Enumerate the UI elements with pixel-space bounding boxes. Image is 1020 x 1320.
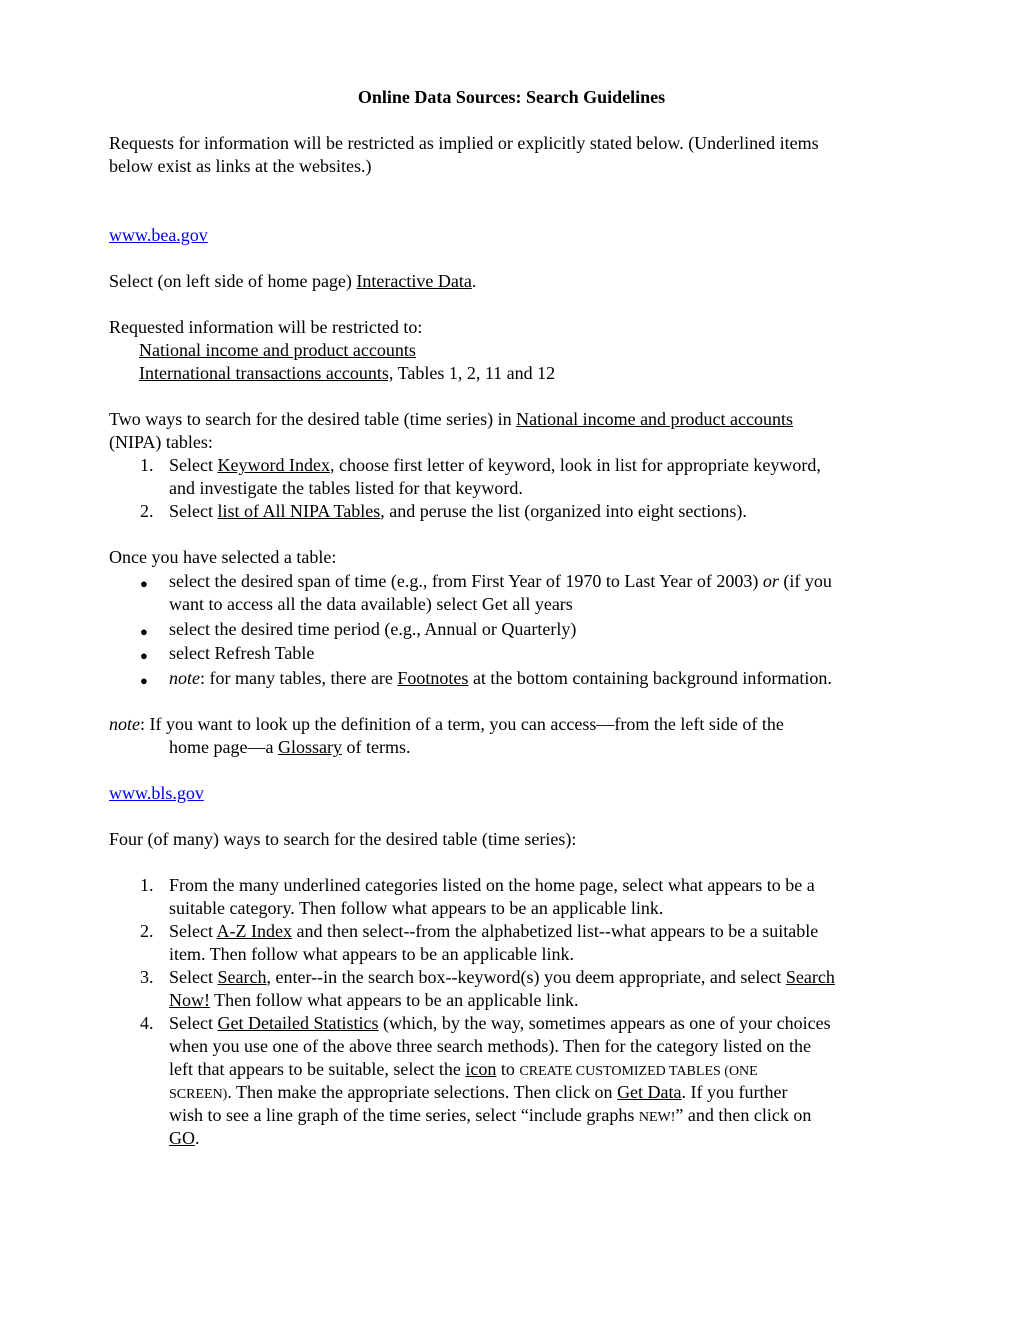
bea-two-ways-line-1	[109, 408, 793, 431]
bea-restricted-item-2-rest: Tables 1, 2, 11 and 12	[393, 363, 556, 383]
bls-step-4-text	[169, 1012, 831, 1035]
screen-text: SCREEN)	[169, 1087, 228, 1102]
glossary-note-a: home page—a	[169, 737, 278, 757]
get-data-link[interactable]: Get Data	[617, 1082, 682, 1102]
glossary-note-line-1	[109, 713, 784, 736]
bea-select-suffix: .	[471, 271, 477, 291]
bea-step-1-line-2: and investigate the tables listed for that keyword.	[169, 478, 523, 498]
az-index-link[interactable]: A-Z Index	[216, 921, 292, 941]
bls-step-4-prefix: Select	[169, 1013, 218, 1033]
step-1-number: 1.	[140, 455, 154, 475]
bullet-dot-icon: ●	[140, 624, 148, 639]
bullet-1-line-2: want to access all the data available) select Get all years	[169, 594, 573, 614]
interactive-data-link[interactable]: Interactive Data	[356, 271, 472, 291]
all-nipa-tables-link[interactable]: list of All NIPA Tables	[217, 501, 381, 521]
bls-step-4-line-3	[169, 1058, 758, 1083]
icon-link[interactable]: icon	[465, 1059, 497, 1079]
bls-step-4-line-5-b: ” and then click on	[675, 1105, 812, 1125]
bls-step-4-line-5	[169, 1104, 811, 1129]
new-badge-text: NEW!	[638, 1110, 676, 1125]
bullet-dot-icon: ●	[140, 576, 148, 591]
bea-restricted-item-1	[139, 339, 416, 362]
page-title: Online Data Sources: Search Guidelines	[357, 87, 666, 107]
keyword-index-link[interactable]: Keyword Index	[217, 455, 330, 475]
bls-step-4-line-3-b: to	[496, 1059, 520, 1079]
go-link[interactable]: GO	[169, 1128, 195, 1148]
bea-restricted-intro: Requested information will be restricted to:	[109, 317, 423, 337]
bls-step-1-number: 1.	[140, 875, 154, 895]
intro-line-2: below exist as links at the websites.)	[109, 156, 372, 176]
bls-step-2-prefix: Select	[169, 921, 217, 941]
bls-step-2-line-2: item. Then follow what appears to be an applicable link.	[169, 944, 575, 964]
step-2-text	[169, 500, 747, 523]
bls-step-4-rest: (which, by the way, sometimes appears as one of your choices	[378, 1013, 831, 1033]
get-detailed-statistics-link[interactable]: Get Detailed Statistics	[217, 1013, 379, 1033]
bls-step-4-number: 4.	[140, 1013, 154, 1033]
glossary-note-b: of terms.	[341, 737, 411, 757]
bls-step-4-line-4-b: . If you further	[681, 1082, 788, 1102]
bea-two-ways-prefix: Two ways to search for the desired table (time series) in	[109, 409, 517, 429]
step-1-rest: , choose first letter of keyword, look in list for appropriate keyword,	[329, 455, 821, 475]
bea-restricted-item-2	[139, 362, 555, 385]
national-income-link[interactable]: National income and product accounts	[139, 340, 416, 360]
bullet-1-b: (if you	[778, 571, 832, 591]
international-transactions-link[interactable]: International transactions accounts,	[139, 363, 394, 383]
bullet-4-text	[169, 667, 832, 690]
bls-step-4-line-2: when you use one of the above three search methods). Then for the category listed on the	[169, 1036, 811, 1056]
bea-url-line	[109, 224, 208, 247]
bls-step-3-line-2	[169, 989, 579, 1012]
bls-step-4-line-6	[169, 1127, 200, 1150]
bullet-1-or: or	[762, 571, 779, 591]
step-1-prefix: Select	[169, 455, 218, 475]
bea-select-line	[109, 270, 476, 293]
bullet-dot-icon: ●	[140, 673, 148, 688]
once-selected-intro: Once you have selected a table:	[109, 547, 337, 567]
bls-step-4-line-4-a: . Then make the appropriate selections. Then click on	[227, 1082, 618, 1102]
glossary-link[interactable]: Glossary	[277, 737, 342, 757]
bls-step-4-line-3-a: left that appears to be suitable, select the	[169, 1059, 466, 1079]
search-now-link-cont[interactable]: Now!	[169, 990, 210, 1010]
bullet-1-a: select the desired span of time (e.g., from First Year of 1970 to Last Year of 2003)	[169, 571, 763, 591]
bullet-4-a: : for many tables, there are	[200, 668, 398, 688]
glossary-note-label: note	[109, 714, 140, 734]
bullet-4-note: note	[169, 668, 200, 688]
intro-line-1: Requests for information will be restricted as implied or explicitly stated below. (Underlined items	[109, 133, 819, 153]
search-now-link[interactable]: Search	[785, 967, 835, 987]
step-2-rest: , and peruse the list (organized into eight sections).	[380, 501, 747, 521]
bls-step-4-line-5-a: wish to see a line graph of the time series, select “include graphs	[169, 1105, 639, 1125]
bls-step-2-text	[169, 920, 818, 943]
bls-step-2-number: 2.	[140, 921, 154, 941]
bea-select-prefix: Select (on left side of home page)	[109, 271, 357, 291]
glossary-note-text: : If you want to look up the definition of a term, you can access—from the left side of the	[140, 714, 784, 734]
glossary-note-line-2	[169, 736, 410, 759]
bea-url-link[interactable]: www.bea.gov	[109, 225, 208, 245]
bea-two-ways-line-2: (NIPA) tables:	[109, 432, 213, 452]
bls-url-link[interactable]: www.bls.gov	[109, 783, 204, 803]
bls-step-3-mid: , enter--in the search box--keyword(s) you deem appropriate, and select	[266, 967, 786, 987]
bls-step-1-line-2: suitable category. Then follow what appears to be an applicable link.	[169, 898, 664, 918]
bullet-4-b: at the bottom containing background information.	[468, 668, 832, 688]
go-period: .	[195, 1128, 200, 1148]
step-1-text	[169, 454, 821, 477]
bls-step-3-line-2-rest: Then follow what appears to be an applicable link.	[210, 990, 579, 1010]
bullet-dot-icon: ●	[140, 648, 148, 663]
search-link[interactable]: Search	[217, 967, 267, 987]
footnotes-link[interactable]: Footnotes	[397, 668, 469, 688]
bls-intro: Four (of many) ways to search for the desired table (time series):	[109, 829, 577, 849]
nipa-accounts-link[interactable]: National income and product accounts	[516, 409, 794, 429]
step-2-prefix: Select	[169, 501, 218, 521]
bullet-2-text: select the desired time period (e.g., Annual or Quarterly)	[169, 619, 577, 639]
bls-step-3-text	[169, 966, 835, 989]
bls-step-3-number: 3.	[140, 967, 154, 987]
bls-step-2-rest: and then select--from the alphabetized list--what appears to be a suitable	[291, 921, 819, 941]
bls-url-line	[109, 782, 204, 805]
step-2-number: 2.	[140, 501, 154, 521]
bls-step-4-line-4	[169, 1081, 788, 1106]
create-customized-tables-text: CREATE CUSTOMIZED TABLES (ONE	[519, 1064, 758, 1079]
bls-step-3-prefix: Select	[169, 967, 218, 987]
bls-step-1-text: From the many underlined categories listed on the home page, select what appears to be a	[169, 875, 815, 895]
bullet-3-text: select Refresh Table	[169, 643, 315, 663]
bullet-1-text	[169, 570, 832, 593]
